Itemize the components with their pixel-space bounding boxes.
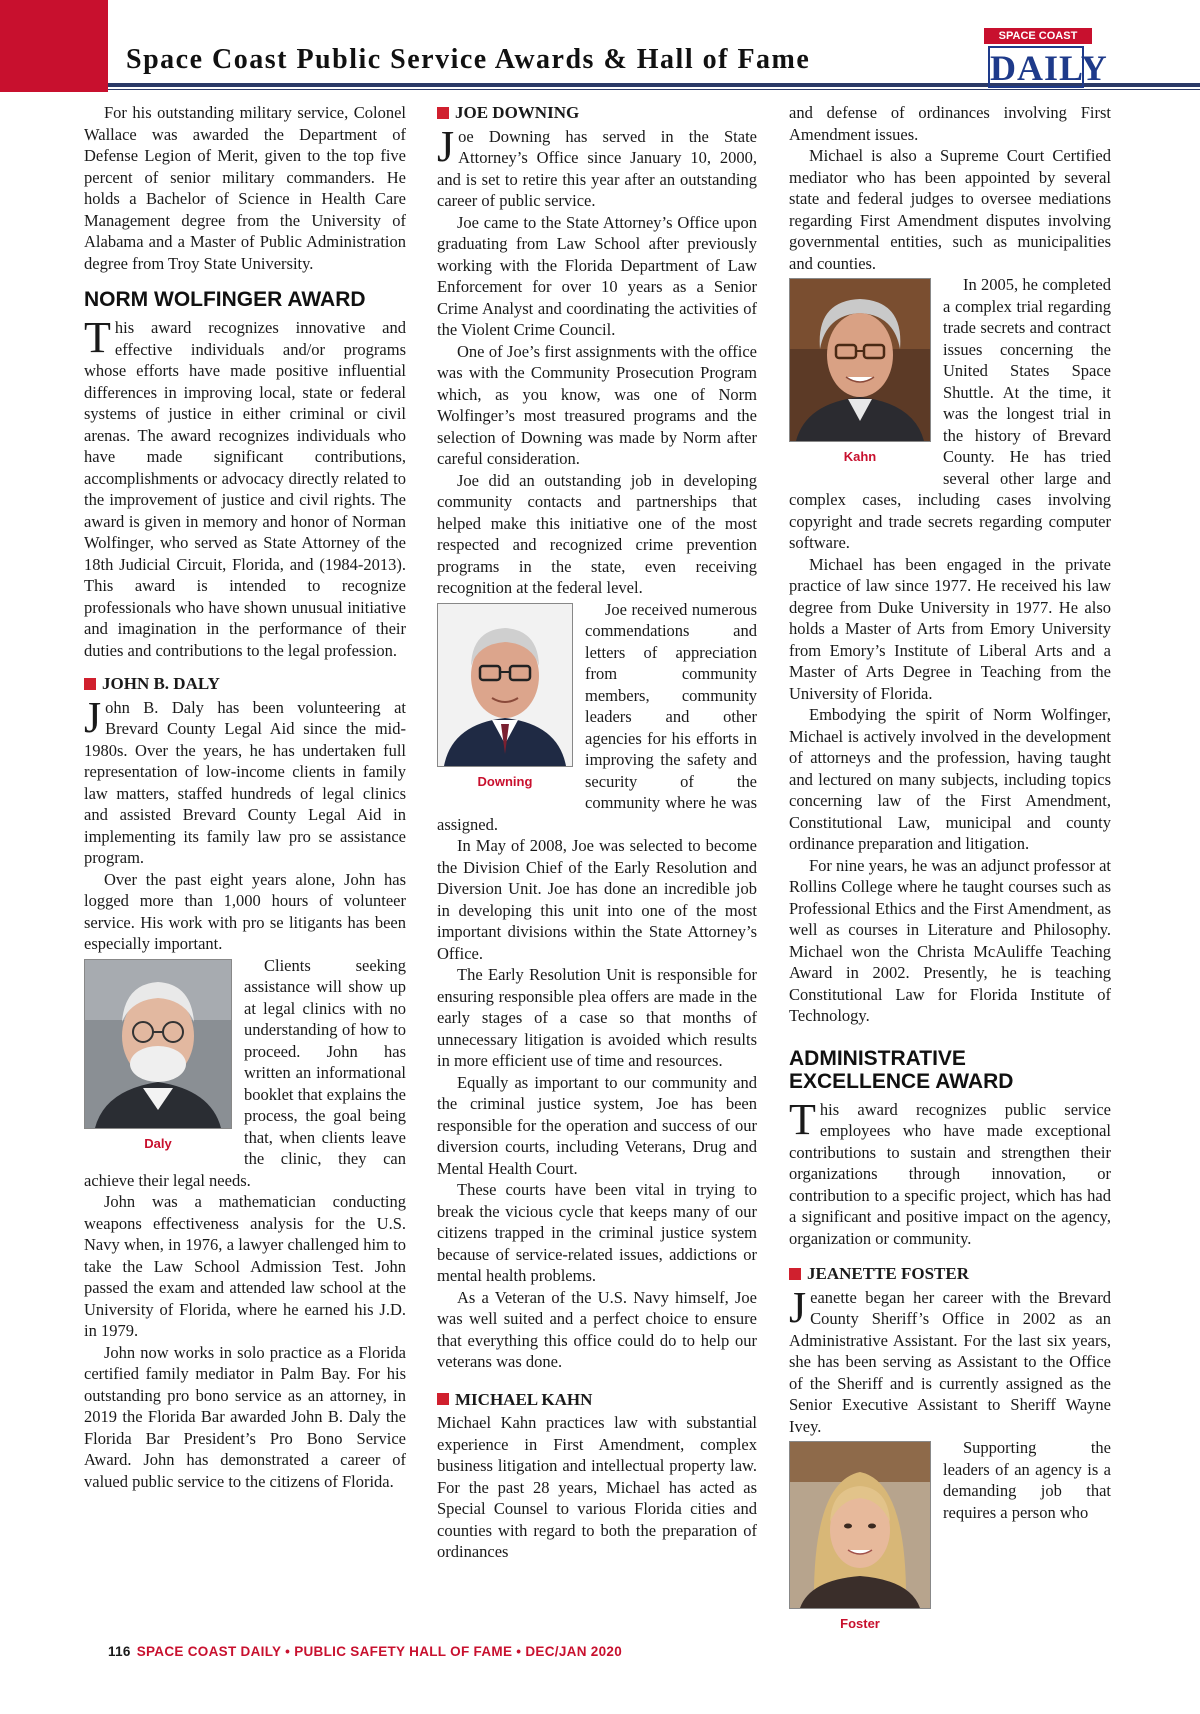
photo-caption-foster: Foster [840, 1616, 880, 1631]
bullet-square-icon [789, 1268, 801, 1280]
logo-top-text: SPACE COAST [984, 28, 1092, 44]
paragraph: As a Veteran of the U.S. Navy himself, Joe was well suited and a perfect choice to ensure that everything this office could do to help our veterans was done. [437, 1287, 757, 1371]
paragraph: John now works in solo practice as a Florida certified family mediator in Palm Bay. For his outstanding pro bono service as an attorney, in 2019 the Florida Bar awarded John B. Daly the Florida Bar President’s Pro Bono Service Award. John has demonstrated a career of valued public service to the citizens of Florida. [84, 1342, 406, 1491]
paragraph: For nine years, he was an adjunct professor at Rollins College where he taught courses such as Professional Ethics and the First Amendment, as well as courses in Literature and Philosophy. Michael won the Christa McAuliffe Teaching Award in 2002. Presently, he is teaching Constitutional Law for Florida Institute of Technology. [789, 855, 1111, 1025]
paragraph: Joe Downing has served in the State Attorney’s Office since January 10, 2000, and is set to retire this year after an outstanding career of public service. [437, 121, 757, 210]
portrait-kahn [790, 279, 930, 441]
section-heading-norm-wolfinger: NORM WOLFINGER AWARD [84, 288, 366, 311]
photo-foster [789, 1441, 931, 1635]
paragraph: In 2005, he completed a complex trial regarding trade secrets and contract issues concerning the United States Space Shuttle. At the time, it was the longest trial in the history of Brevard County. He has tried several other large and complex cases, including cases involving copyright and trade secrets regarding computer software. [789, 275, 1111, 552]
paragraph: Embodying the spirit of Norm Wolfinger, Michael is actively involved in the development of attorneys and the profession, having taught and lectured on many subjects, including topics concerning law of the First Amendment, Constitutional Law, municipal and county ordinance preparation and litigation. [789, 705, 1111, 853]
honoree-name-foster: JEANETTE FOSTER [789, 1263, 1111, 1285]
paragraph: Michael has been engaged in the private practice of law since 1977. He received his law degree from Duke University in 1977. He also holds a Master of Arts from Emory University from Emory’s Institute of Liberal Arts and a Master of Arts Degree in Teaching from the University of Florida. [789, 554, 1111, 703]
paragraph: Joe did an outstanding job in developing community contacts and partnerships that helped make this initiative one of the most respected and recognized crime prevention programs in the state, even receiving recognition at the federal level. [437, 470, 757, 597]
photo-caption-daly: Daly [144, 1135, 172, 1151]
photo-caption-kahn: Kahn [843, 449, 877, 464]
portrait-daly [85, 960, 231, 1128]
paragraph: For his outstanding military service, Colonel Wallace was awarded the Department of Defense Legion of Merit, given to the top five percent of senior military commanders. He holds a Bachelor of Science in Health Care Management degree from the University of Alabama and a Master of Public Administration degree from Troy State University. [84, 103, 406, 273]
paragraph: John B. Daly has been volunteering at Brevard County Legal Aid since the mid-1980s. Over the years, he has undertaken full representation of low-income clients in family law matters, staffed hundreds of legal clinics and assisted Brevard County Legal Aid in implementing its family law pro se assistance program. [84, 692, 406, 867]
honoree-name-kahn: MICHAEL KAHN [437, 1389, 757, 1411]
paragraph: One of Joe’s first assignments with the office was with the Community Prosecution Program which, as you know, was one of Norm Wolfinger’s most treasured programs and the selection of Downing was made by Norm after careful consideration. [437, 341, 757, 468]
photo-kahn [789, 278, 931, 468]
paragraph: Michael is also a Supreme Court Certified mediator who has been appointed by several state and federal judges to oversee mediations regarding First Amendment disputes involving governmental entities, such as municipalities and counties. [789, 146, 1111, 273]
drop-cap: T [789, 1094, 816, 1144]
paragraph: Michael Kahn practices law with substantial experience in First Amendment, complex business litigation and intellectual property law. For the past 28 years, Michael has acted as Special Counsel to various Florida cities and counties with regard to both the preparation of ordinances [437, 1413, 757, 1561]
paragraph: Clients seeking assistance will show up at legal clinics with no understanding of how to proceed. John has written an informational booklet that explains the process, the goal being that, when clients leave the clinic, they can achieve their legal needs. [84, 955, 406, 1190]
paragraph: Joe came to the State Attorney’s Office upon graduating from Law School after previously working with the Florida Department of Law Enforcement for over 10 years as a Senior Crime Analyst and coordinating the activities of the Violent Crime Council. [437, 212, 757, 339]
bullet-square-icon [437, 107, 449, 119]
photo-caption-downing: Downing [477, 773, 533, 789]
page-number: 116 [108, 1644, 131, 1659]
honoree-name-downing: JOE DOWNING [437, 102, 757, 124]
bullet-square-icon [437, 1393, 449, 1405]
paragraph: Joe received numerous commendations and letters of appreciation from community members, community leaders and other agencies for his efforts in improving the safety and security of the community where he was assigned. [437, 599, 757, 834]
page-footer [108, 1644, 622, 1659]
paragraph: In May of 2008, Joe was selected to become the Division Chief of the Early Resolution and Diversion Unit. Joe has done an incredible job in developing this unit into one of the most important divisions within the State Attorney’s Office. [437, 836, 757, 963]
header-red-block [0, 0, 108, 92]
photo-daly [84, 959, 232, 1155]
paragraph: Equally as important to our community and the criminal justice system, Joe has been responsible for the operation and success of our diversion courts, including Veterans, Drug and Mental Health Court. [437, 1072, 757, 1178]
paragraph: This award recognizes public service employees who have made exceptional contributions to sustain and strengthen their organizations through innovation, or contribution to a specific project, which has had a significant and positive impact on the agency, organization or community. [789, 1094, 1111, 1248]
footer-text: SPACE COAST DAILY • PUBLIC SAFETY HALL OF FAME • DEC/JAN 2020 [136, 1644, 623, 1659]
portrait-foster [790, 1442, 930, 1608]
drop-cap: T [84, 313, 111, 362]
paragraph: The Early Resolution Unit is responsible for ensuring responsible plea offers are made in the early stages of a case so that months of unnecessary litigation is avoided which results in more efficient use of time and resources. [437, 965, 757, 1070]
drop-cap: J [84, 692, 102, 742]
paragraph: Jeanette began her career with the Brevard County Sheriff’s Office in 2002 as an Administrative Assistant. For the last six years, she has been serving as Assistant to the Office of the Sheriff and is currently assigned as the Senior Executive Assistant to Sheriff Wayne Ivey. [789, 1282, 1111, 1436]
paragraph: and defense of ordinances involving First Amendment issues. [789, 103, 1111, 144]
paragraph: Over the past eight years alone, John has logged more than 1,000 hours of volunteer service. His work with pro se litigants has been especially important. [84, 869, 406, 953]
paragraph: These courts have been vital in trying to break the vicious cycle that keeps many of our citizens trapped in the criminal justice system because of service-related issues, addictions or mental health problems. [437, 1180, 757, 1285]
paragraph: John was a mathematician conducting weapons effectiveness analysis for the U.S. Navy when, in 1976, a lawyer challenged him to take the Law School Admission Test. John passed the exam and attended law school at the University of Florida, where he earned his J.D. in 1979. [84, 1192, 406, 1340]
column-3 [789, 102, 1111, 1637]
drop-cap: J [789, 1282, 807, 1332]
logo-bottom-text: DAILY [990, 48, 1108, 88]
space-coast-daily-logo [984, 28, 1108, 90]
section-heading-administrative-excellence: ADMINISTRATIVE EXCELLENCE AWARD [789, 1046, 1014, 1093]
bullet-square-icon [84, 678, 96, 690]
photo-downing [437, 603, 573, 793]
paragraph: Supporting the leaders of an agency is a demanding job that requires a person who [943, 1438, 1111, 1522]
paragraph: This award recognizes innovative and effective individuals and/or programs whose efforts have made positive influential differences in improving local, state or federal systems of justice in either criminal or civil arenas. The award recognizes individuals who have made significant contributions, accomplishments or advocacy directly related to the improvement of justice and civil rights. The award is given in memory and honor of Norman Wolfinger, who served as State Attorney of the 18th Judicial Circuit, Florida, and (1984-2013). This award is intended to recognize professionals who have shown unusual initiative and imagination in the performance of their duties and contributions to the legal profession. [84, 313, 406, 660]
portrait-downing [438, 604, 572, 766]
page-title: Space Coast Public Service Awards & Hall of Fame [126, 44, 811, 75]
column-2 [437, 102, 757, 1563]
column-1 [84, 102, 406, 1492]
honoree-name-daly: JOHN B. DALY [84, 673, 406, 695]
drop-cap: J [437, 121, 455, 171]
